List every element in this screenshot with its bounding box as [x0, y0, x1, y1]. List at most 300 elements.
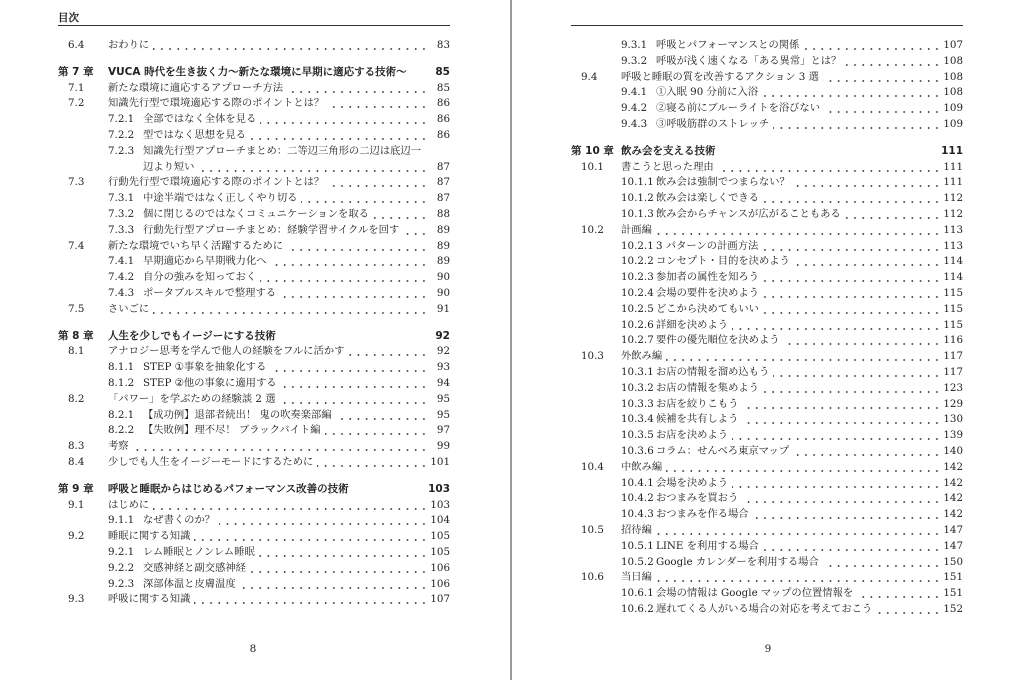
toc-entry-subsection[interactable]	[571, 207, 963, 223]
entry-title: はじめに	[108, 498, 153, 514]
toc-entry-section[interactable]	[571, 460, 963, 476]
dot-leader	[762, 239, 941, 255]
entry-number: 10.4.3	[621, 508, 654, 521]
toc-entry-subsection[interactable]	[58, 270, 450, 286]
entry-title: コラム：せんべろ東京マップ	[656, 444, 793, 460]
toc-entry-chapter[interactable]	[571, 144, 963, 160]
toc-entry-section[interactable]	[58, 175, 450, 191]
dot-leader	[153, 38, 428, 54]
entry-title: アナロジー思考を学んで他人の経験をフルに活かす	[108, 344, 348, 360]
entry-number: 7.2.1	[108, 113, 135, 126]
toc-entry-subsection[interactable]	[571, 602, 963, 618]
toc-entry-section[interactable]	[58, 81, 450, 97]
entry-page: 105	[430, 545, 450, 558]
entry-number: 10.6.1	[621, 587, 654, 600]
dot-leader	[271, 254, 428, 270]
entry-number: 9.2.1	[108, 545, 135, 558]
entry-number: 10.1.1	[621, 176, 654, 189]
entry-title: なぜ書くのか？	[143, 513, 219, 529]
entry-number: 10.3.2	[621, 381, 654, 394]
dot-leader	[133, 439, 428, 455]
entry-number: 7.5	[68, 302, 85, 315]
dot-leader	[803, 38, 941, 54]
entry-number: 10.3.6	[621, 444, 654, 457]
entry-number: 9.1.1	[108, 514, 135, 527]
entry-page: 95	[436, 408, 450, 421]
toc-entry-subsection[interactable]	[571, 85, 963, 101]
entry-page: 113	[943, 239, 963, 252]
entry-page: 130	[943, 413, 963, 426]
entry-number: 9.2.2	[108, 561, 135, 574]
entry-title: ②寝る前にブルーライトを浴びない	[656, 101, 824, 117]
entry-page: 115	[943, 286, 963, 299]
toc-entry-subsection[interactable]	[58, 254, 450, 270]
entry-title: 睡眠に関する知識	[108, 529, 194, 545]
entry-page: 115	[943, 302, 963, 315]
entry-number: 7.3.2	[108, 207, 135, 220]
toc-entry-section[interactable]	[571, 570, 963, 586]
entry-page: 105	[430, 530, 450, 543]
entry-page: 108	[943, 86, 963, 99]
entry-number: 10.4.2	[621, 492, 654, 505]
toc-entry-subsection[interactable]	[58, 128, 450, 144]
dot-leader	[823, 555, 941, 571]
entry-page: 142	[943, 460, 963, 473]
entry-title: ポータブルスキルで整理する	[143, 286, 280, 302]
entry-number: 9.2	[68, 530, 85, 543]
entry-number: 8.2.2	[108, 424, 135, 437]
entry-number: 7.1	[68, 81, 85, 94]
toc-entry-section[interactable]	[58, 96, 450, 112]
dot-leader	[281, 376, 428, 392]
entry-title: 呼吸とパフォーマンスとの関係	[656, 38, 803, 54]
dot-leader	[153, 498, 428, 514]
toc-entry-section[interactable]	[58, 344, 450, 360]
entry-page: 86	[436, 128, 450, 141]
entry-page: 90	[436, 271, 450, 284]
entry-page: 86	[436, 113, 450, 126]
entry-title: コンセプト・目的を決めよう	[656, 254, 794, 270]
dot-leader	[732, 318, 941, 334]
entry-number: 10.1.3	[621, 207, 654, 220]
entry-title: 飲み会を支える技術	[621, 144, 720, 160]
entry-page: 87	[436, 192, 450, 205]
toc-entry-subsection[interactable]	[571, 586, 963, 602]
entry-title: 行動先行型アプローチまとめ：経験学習サイクルを回す	[143, 223, 403, 239]
dot-leader	[793, 444, 941, 460]
dot-leader	[656, 523, 941, 539]
entry-page: 95	[436, 392, 450, 405]
toc-entry-subsection[interactable]	[58, 223, 450, 239]
entry-number: 9.4.1	[621, 86, 648, 99]
entry-number: 10.3.5	[621, 429, 654, 442]
toc-entry-subsection[interactable]	[571, 239, 963, 255]
entry-page: 86	[436, 97, 450, 110]
toc-list	[571, 38, 963, 618]
entry-page: 114	[943, 271, 963, 284]
entry-title: 自分の強みを知っておく	[143, 270, 260, 286]
toc-entry-subsection[interactable]	[58, 376, 450, 392]
entry-page: 108	[943, 70, 963, 83]
entry-number: 7.3.3	[108, 223, 135, 236]
entry-number: 8.1	[68, 345, 85, 358]
dot-leader	[328, 96, 428, 112]
dot-leader	[763, 302, 941, 318]
entry-title: 交感神経と副交感神経	[143, 561, 250, 577]
dot-leader	[763, 286, 941, 302]
entry-page: 109	[943, 102, 963, 115]
dot-leader	[763, 539, 941, 555]
entry-page: 103	[430, 498, 450, 511]
toc-entry-section[interactable]	[58, 529, 450, 545]
dot-leader	[794, 254, 941, 270]
toc-entry-section[interactable]	[571, 349, 963, 365]
entry-page: 85	[435, 65, 450, 78]
dot-leader	[153, 302, 428, 318]
entry-number: 第 9 章	[58, 482, 94, 495]
entry-page: 139	[943, 429, 963, 442]
toc-entry-chapter[interactable]	[58, 329, 450, 345]
entry-title: 遅れてくる人がいる場合の対応を考えておこう	[656, 602, 876, 618]
entry-number: 10.2.2	[621, 255, 654, 268]
toc-entry-subsection[interactable]	[571, 54, 963, 70]
toc-entry-subsection[interactable]	[571, 444, 963, 460]
toc-entry-subsection[interactable]	[571, 381, 963, 397]
entry-number: 10.6	[581, 571, 604, 584]
entry-number: 7.4.3	[108, 286, 135, 299]
toc-entry-subsection[interactable]	[58, 112, 450, 128]
toc-entry-section[interactable]	[58, 239, 450, 255]
entry-number: 6.4	[68, 39, 85, 51]
entry-number: 10.3.4	[621, 413, 654, 426]
entry-number: 10.2.7	[621, 334, 654, 347]
dot-leader	[194, 529, 428, 545]
entry-page: 106	[430, 561, 450, 574]
toc-entry-section[interactable]	[58, 392, 450, 408]
entry-title: 呼吸と睡眠からはじめるパフォーマンス改善の技術	[108, 482, 353, 498]
entry-number: 9.3.2	[621, 54, 648, 67]
running-header: 目次	[58, 12, 450, 26]
dot-leader	[219, 513, 428, 529]
entry-page: 89	[436, 223, 450, 236]
entry-number: 8.2	[68, 392, 85, 405]
entry-number: 10.5	[581, 523, 604, 536]
toc-entry-subsection[interactable]	[571, 476, 963, 492]
dot-leader	[336, 408, 428, 424]
toc-entry-subsection[interactable]	[58, 286, 450, 302]
entry-page: 87	[436, 160, 450, 173]
entry-number: 10.2.4	[621, 286, 654, 299]
dot-leader	[845, 54, 941, 70]
toc-entry-subsection[interactable]	[571, 428, 963, 444]
dot-leader	[773, 117, 941, 133]
dot-leader	[270, 360, 428, 376]
toc-page-right	[513, 0, 1023, 680]
entry-title: お店の情報を集めよう	[656, 381, 763, 397]
entry-title: 全部ではなく全体を見る	[143, 112, 260, 128]
entry-number: 7.2	[68, 97, 85, 110]
toc-entry-section[interactable]	[571, 223, 963, 239]
dot-leader	[845, 207, 941, 223]
toc-entry-subsection[interactable]	[571, 286, 963, 302]
entry-page: 112	[943, 207, 963, 220]
dot-leader	[259, 545, 428, 561]
dot-leader	[763, 270, 941, 286]
entry-title: LINE を利用する場合	[656, 539, 763, 555]
entry-page: 108	[943, 54, 963, 67]
toc-entry-section[interactable]	[58, 439, 450, 455]
page-number: 8	[249, 643, 257, 655]
dot-leader	[773, 365, 941, 381]
dot-leader	[328, 175, 428, 191]
dot-leader	[348, 344, 428, 360]
entry-page: 92	[436, 345, 450, 358]
entry-title: おわりに	[108, 38, 153, 54]
toc-entry-subsection[interactable]	[571, 412, 963, 428]
entry-title: おつまみを買おう	[656, 491, 742, 507]
entry-number: 10.2	[581, 223, 604, 236]
entry-title: 行動先行型で環境適応する際のポイントとは？	[108, 175, 328, 191]
toc-entry-subsection[interactable]	[571, 491, 963, 507]
entry-page: 151	[943, 587, 963, 600]
entry-page: 152	[943, 602, 963, 615]
toc-entry-chapter[interactable]	[58, 65, 450, 81]
entry-page: 93	[436, 361, 450, 374]
dot-leader	[280, 286, 428, 302]
entry-page: 111	[943, 176, 963, 189]
entry-number: 10.3.1	[621, 365, 654, 378]
entry-title: 会場を決めよう	[656, 476, 732, 492]
entry-page: 112	[943, 192, 963, 205]
dot-leader	[742, 491, 941, 507]
dot-leader	[784, 333, 941, 349]
toc-entry-section[interactable]	[571, 70, 963, 86]
entry-page: 109	[943, 117, 963, 130]
toc-entry-subsection[interactable]	[571, 397, 963, 413]
entry-page: 150	[943, 555, 963, 568]
dot-leader	[403, 223, 428, 239]
toc-entry-section[interactable]	[58, 455, 450, 471]
dot-leader	[732, 428, 941, 444]
page-divider	[510, 0, 512, 680]
toc-entry-section[interactable]	[58, 302, 450, 318]
dot-leader	[250, 561, 428, 577]
entry-number: 10.1.2	[621, 192, 654, 205]
entry-title: 計画編	[621, 223, 656, 239]
entry-page: 140	[943, 444, 963, 457]
entry-title: STEP ②他の事象に適用する	[143, 376, 281, 392]
dot-leader	[718, 160, 941, 176]
dot-leader	[260, 112, 428, 128]
entry-page: 92	[435, 329, 450, 342]
toc-entry-subsection[interactable]	[571, 38, 963, 54]
entry-number: 8.1.1	[108, 361, 135, 374]
entry-page: 101	[430, 455, 450, 468]
toc-entry-subsection[interactable]	[58, 160, 450, 176]
entry-page: 97	[436, 424, 450, 437]
dot-leader	[240, 577, 428, 593]
toc-entry-subsection[interactable]	[58, 207, 450, 223]
entry-page: 94	[436, 376, 450, 389]
entry-number: 8.4	[68, 455, 85, 468]
entry-page: 89	[436, 255, 450, 268]
toc-entry-subsection[interactable]	[571, 101, 963, 117]
toc-entry-subsection[interactable]	[58, 513, 450, 529]
toc-entry-subsection[interactable]	[571, 270, 963, 286]
toc-entry-subsection[interactable]	[571, 555, 963, 571]
toc-entry-subsection[interactable]	[571, 254, 963, 270]
entry-page: 142	[943, 476, 963, 489]
entry-title: Google カレンダーを利用する場合	[656, 555, 823, 571]
entry-page: 142	[943, 508, 963, 521]
entry-number: 10.6.2	[621, 602, 654, 615]
toc-entry-subsection[interactable]	[571, 191, 963, 207]
entry-number: 9.3.1	[621, 39, 648, 51]
entry-page: 103	[428, 482, 450, 495]
toc-entry-subsection[interactable]	[571, 365, 963, 381]
toc-entry-section[interactable]	[58, 592, 450, 608]
entry-number: 7.2.2	[108, 128, 135, 141]
toc-entry-section[interactable]	[58, 38, 450, 54]
toc-entry-subsection[interactable]	[58, 144, 450, 160]
entry-title: お店を絞りこもう	[656, 397, 742, 413]
dot-leader	[732, 476, 941, 492]
toc-entry-subsection[interactable]	[58, 577, 450, 593]
entry-title: 人生を少しでもイージーにする技術	[108, 329, 280, 345]
entry-title: 要件の優先順位を決めよう	[656, 333, 784, 349]
entry-page: 113	[943, 223, 963, 236]
toc-entry-subsection[interactable]	[571, 175, 963, 191]
entry-page: 129	[943, 397, 963, 410]
toc-entry-subsection[interactable]	[58, 408, 450, 424]
toc-entry-subsection[interactable]	[571, 117, 963, 133]
entry-number: 8.1.2	[108, 376, 135, 389]
entry-number: 7.3.1	[108, 192, 135, 205]
dot-leader	[666, 349, 941, 365]
entry-page: 107	[430, 593, 450, 606]
toc-page-left	[0, 0, 510, 680]
entry-number: 10.1	[581, 160, 604, 173]
entry-number: 10.2.1	[621, 239, 654, 252]
entry-title: お店を決めよう	[656, 428, 732, 444]
entry-title: VUCA 時代を生き抜く力〜新たな環境に早期に適応する技術〜	[108, 65, 411, 81]
entry-title: おつまみを作る場合	[656, 507, 753, 523]
dot-leader	[373, 207, 428, 223]
entry-title: 中途半端ではなく正しくやり切る	[143, 191, 301, 207]
toc-entry-section[interactable]	[571, 523, 963, 539]
entry-page: 91	[436, 302, 450, 315]
dot-leader	[763, 381, 941, 397]
entry-page: 142	[943, 492, 963, 505]
entry-title: 中飲み編	[621, 460, 666, 476]
toc-entry-subsection[interactable]	[571, 507, 963, 523]
entry-title: 呼吸に関する知識	[108, 592, 194, 608]
dot-leader	[762, 85, 941, 101]
toc-entry-subsection[interactable]	[571, 318, 963, 334]
entry-title: 飲み会からチャンスが広がることもある	[656, 207, 845, 223]
entry-page: 147	[943, 539, 963, 552]
entry-title: 早期適応から早期戦力化へ	[143, 254, 271, 270]
entry-page: 88	[436, 207, 450, 220]
entry-title: 【失敗例】理不尽！ ブラックバイト編	[143, 423, 325, 439]
entry-page: 117	[943, 365, 963, 378]
toc-entry-subsection[interactable]	[571, 539, 963, 555]
running-header	[571, 12, 963, 26]
entry-number: 7.4.2	[108, 271, 135, 284]
dot-leader	[250, 128, 428, 144]
entry-number: 9.3	[68, 593, 85, 606]
toc-entry-subsection[interactable]	[571, 302, 963, 318]
entry-title: 飲み会は楽しくできる	[656, 191, 763, 207]
entry-page: 123	[943, 381, 963, 394]
dot-leader	[198, 160, 428, 176]
entry-title: 考察	[108, 439, 133, 455]
entry-number: 10.5.1	[621, 539, 654, 552]
entry-title: 3 パターンの計画方法	[656, 239, 762, 255]
entry-title: 会場の情報は Google マップの位置情報を	[656, 586, 857, 602]
entry-title: 呼吸と睡眠の質を改善するアクション 3 選	[621, 70, 823, 86]
entry-title: 新たな環境に適応するアプローチ方法	[108, 81, 287, 97]
entry-title: レム睡眠とノンレム睡眠	[143, 545, 259, 561]
entry-number: 8.2.1	[108, 408, 135, 421]
entry-number: 7.2.3	[108, 144, 135, 157]
entry-number: 9.4	[581, 70, 598, 83]
toc-entry-subsection[interactable]	[58, 191, 450, 207]
entry-title: 飲み会は強制でつまらない？	[656, 175, 794, 191]
entry-title: 当日編	[621, 570, 656, 586]
entry-page: 104	[430, 514, 450, 527]
dot-leader	[742, 397, 941, 413]
toc-entry-subsection[interactable]	[58, 360, 450, 376]
entry-page: 106	[430, 577, 450, 590]
entry-number: 9.1	[68, 498, 85, 511]
dot-leader	[325, 423, 428, 439]
page-number: 9	[764, 643, 772, 655]
toc-entry-subsection[interactable]	[58, 423, 450, 439]
dot-leader	[280, 392, 428, 408]
entry-title: 参加者の属性を知ろう	[656, 270, 763, 286]
entry-page: 99	[436, 440, 450, 453]
entry-title: 【成功例】退部者続出！ 鬼の吹奏楽部編	[143, 408, 336, 424]
dot-leader	[301, 191, 428, 207]
dot-leader	[794, 175, 941, 191]
entry-page: 116	[943, 334, 963, 347]
dot-leader	[823, 70, 941, 86]
entry-title: 書こうと思った理由	[621, 160, 718, 176]
entry-title: 辺より短い	[143, 160, 198, 176]
dot-leader	[666, 460, 941, 476]
entry-number: 10.2.6	[621, 318, 654, 331]
toc-entry-chapter[interactable]	[58, 482, 450, 498]
dot-leader	[857, 586, 941, 602]
toc-entry-section[interactable]	[571, 160, 963, 176]
toc-entry-section[interactable]	[58, 498, 450, 514]
entry-number: 9.4.2	[621, 102, 648, 115]
entry-page: 117	[943, 350, 963, 363]
entry-number: 10.4.1	[621, 476, 654, 489]
entry-number: 7.4	[68, 239, 85, 252]
entry-number: 7.4.1	[108, 255, 135, 268]
entry-page: 87	[436, 176, 450, 189]
entry-page: 151	[943, 571, 963, 584]
entry-title: 外飲み編	[621, 349, 666, 365]
toc-entry-subsection[interactable]	[58, 561, 450, 577]
entry-page: 107	[943, 39, 963, 51]
toc-entry-subsection[interactable]	[58, 545, 450, 561]
entry-title: ①入眠 90 分前に入浴	[656, 85, 762, 101]
entry-page: 89	[436, 239, 450, 252]
toc-entry-subsection[interactable]	[571, 333, 963, 349]
